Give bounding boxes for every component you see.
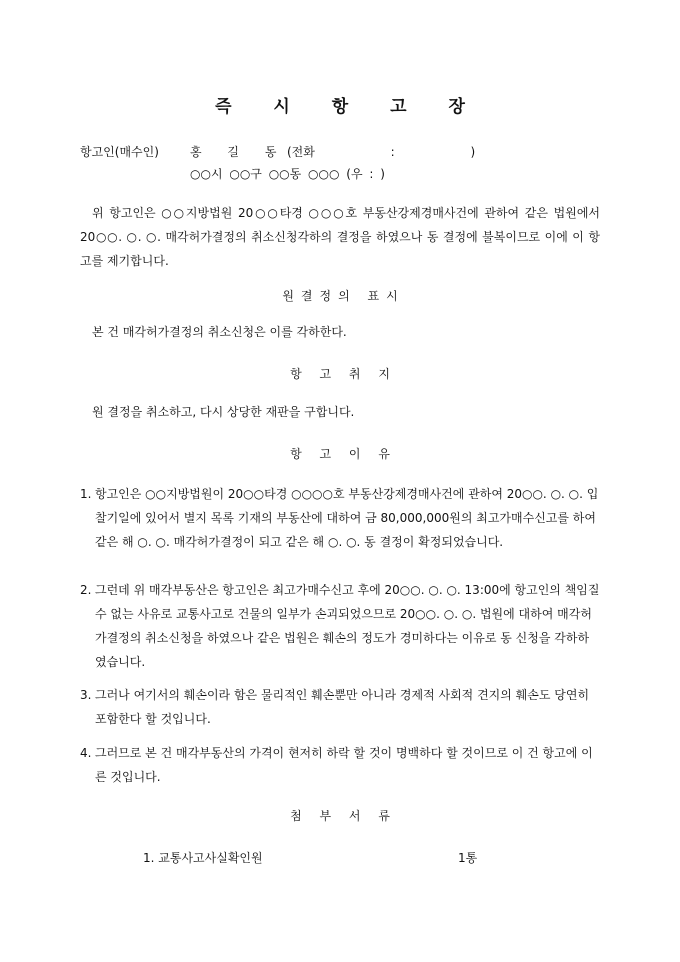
reason-text: 그런데 위 매각부동산은 항고인은 최고가매수신고 후에 20○○. ○. ○. 13:00에 항고인의 책임질 수 없는 사유로 교통사고로 건물의 일부가 손괴되었으므로 20○○. ○. ○. 법원에 대하여 매각허가결정의 취소신청을 하였으나 같은 법원은 훼손의 정도가 경미하다는 이유로 동 신청을 각하하였습니다.: [95, 583, 600, 669]
appellant-phone: (전화 : ): [287, 145, 476, 159]
reason-text: 항고인은 ○○지방법원이 20○○타경 ○○○○호 부동산강제경매사건에 관하여 20○○. ○. ○. 입찰기일에 있어서 별지 목록 기재의 부동산에 대하여 금 80,000,000원의 최고가매수신고를 하여 같은 해 ○. ○. 매각허가결정이 되고 같은 해 ○. ○. 동 결정이 확정되었습니다.: [95, 487, 599, 549]
appellant-label: 항고인(매수인): [80, 145, 159, 159]
attachment-item-count: 1통: [458, 851, 478, 865]
reason-number: 4.: [80, 746, 92, 760]
reason-number: 2.: [80, 583, 92, 597]
attachments-heading: 첨 부 서 류: [290, 809, 397, 823]
document-title: 즉 시 항 고 장: [215, 97, 483, 117]
original-decision-heading: 원결정의 표시: [282, 289, 405, 303]
reason-text: 그러나 여기서의 훼손이라 함은 물리적인 훼손뿐만 아니라 경제적 사회적 견지의 훼손도 당연히 포함한다 할 것입니다.: [95, 688, 590, 726]
appellant-name: 홍 길 동: [190, 145, 277, 159]
reason-item: [80, 578, 600, 674]
purpose-heading: 항 고 취 지: [290, 367, 397, 381]
appellant-address: ○○시 ○○구 ○○동 ○○○ (우 : ): [190, 167, 385, 181]
intro-paragraph: 위 항고인은 ○○지방법원 20○○타경 ○○○호 부동산강제경매사건에 관하여 같은 법원에서 20○○. ○. ○. 매각허가결정의 취소신청각하의 결정을 하였으나 동 결정에 불복이므로 이에 이 항고를 제기합니다.: [80, 206, 600, 268]
reason-item: [80, 482, 600, 554]
original-decision-text: 본 건 매각허가결정의 취소신청은 이를 각하한다.: [92, 325, 347, 339]
purpose-text: 원 결정을 취소하고, 다시 상당한 재판을 구합니다.: [92, 405, 355, 419]
reason-number: 3.: [80, 688, 92, 702]
reason-text: 그러므로 본 건 매각부동산의 가격이 현저히 하락 할 것이 명백하다 할 것이므로 이 건 항고에 이른 것입니다.: [95, 746, 593, 784]
attachment-item-label: 1. 교통사고사실확인원: [143, 851, 263, 865]
reason-number: 1.: [80, 487, 92, 501]
reason-item: [80, 741, 600, 789]
reason-item: [80, 683, 600, 731]
reasons-heading: 항 고 이 유: [290, 447, 397, 461]
